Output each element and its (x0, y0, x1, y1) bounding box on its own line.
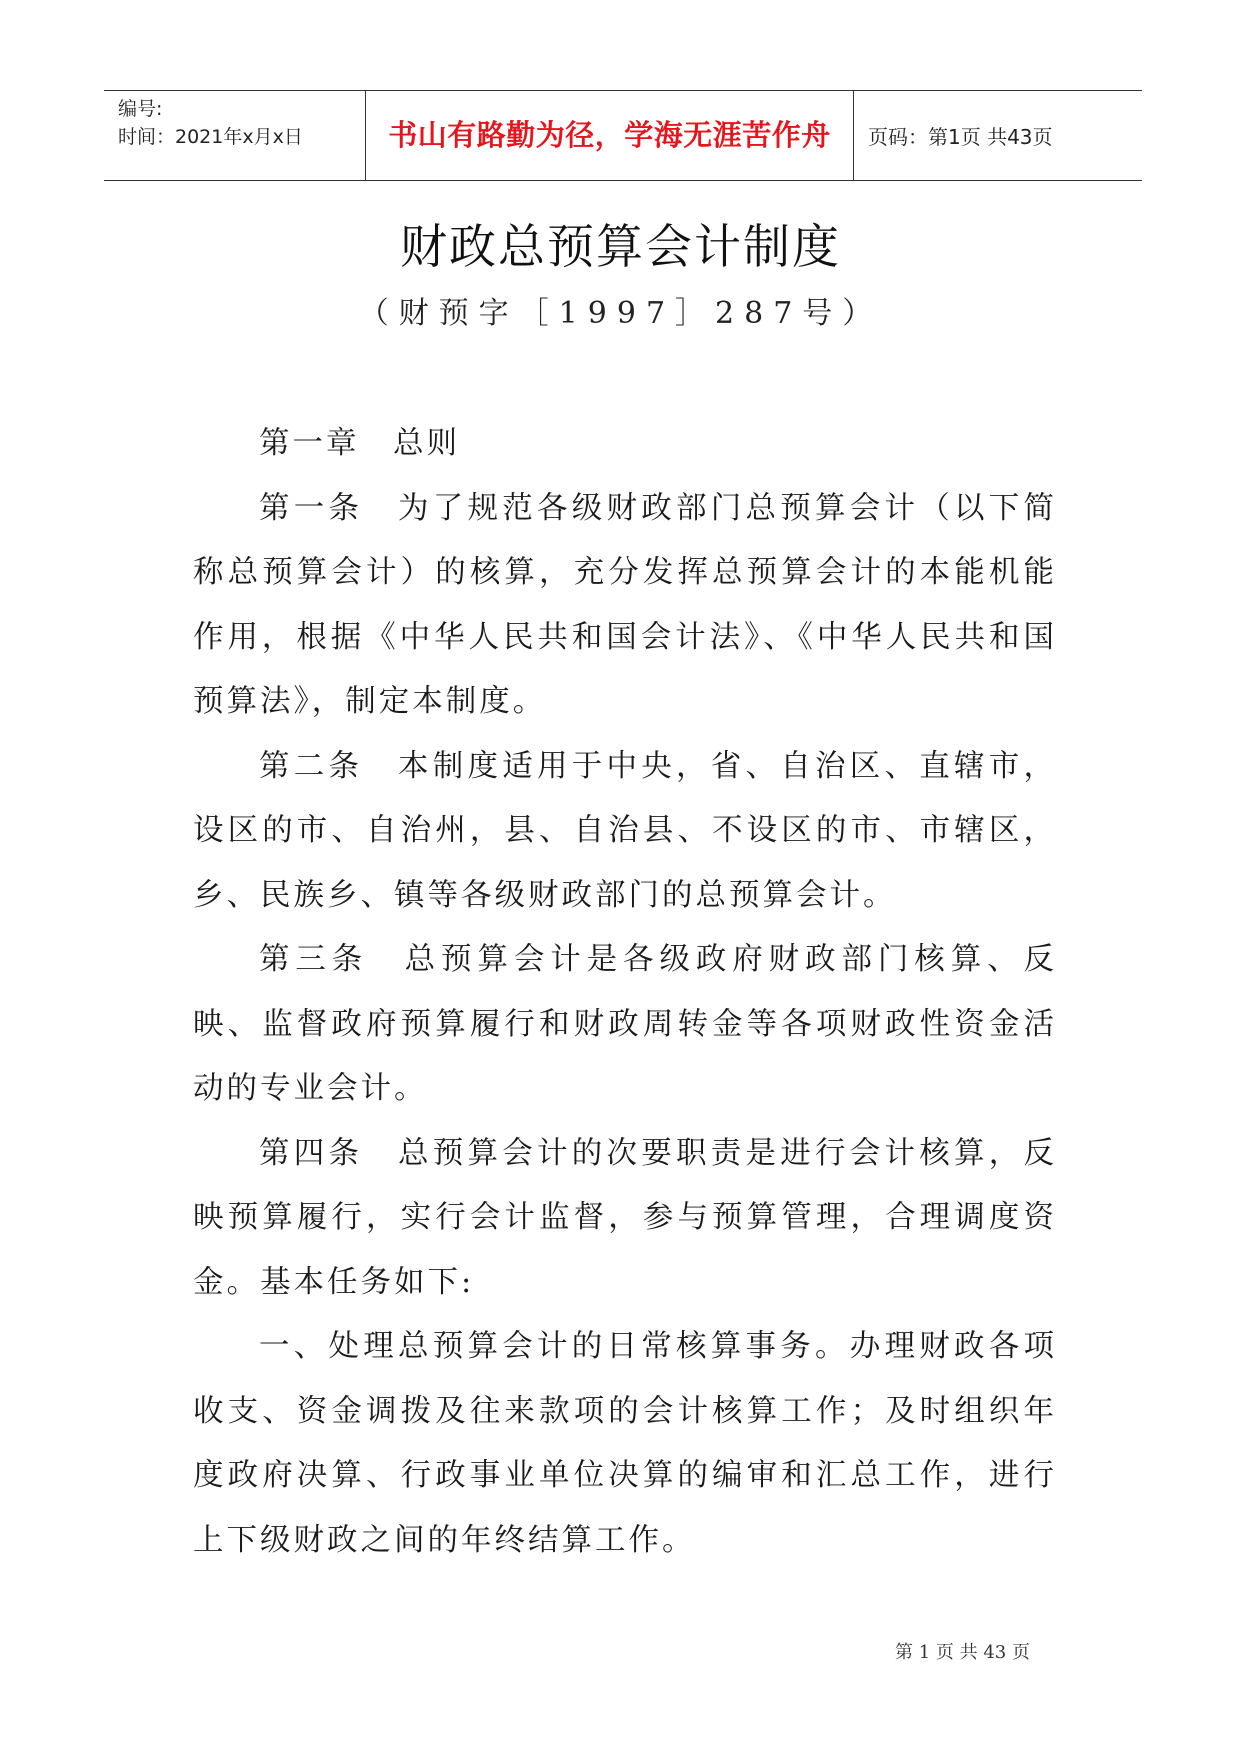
article-4: 第四条 总预算会计的次要职责是进行会计核算，反映预算履行，实行会计监督，参与预算管理，合理调度资金。基本任务如下: (193, 1135, 1057, 1300)
header-meta-cell (104, 91, 366, 180)
header-page-info: 页码：第1页 共43页 (868, 125, 1053, 149)
page-footer (0, 1638, 1241, 1664)
motto-text: 书山有路勤为径，学海无涯苦作舟 (388, 118, 831, 152)
footer-page-number: 第 1 页 共 43 页 (895, 1642, 1030, 1663)
chapter-heading: 第一章 总则 (259, 426, 460, 461)
header-page-cell (854, 91, 1142, 180)
document-body (193, 412, 1057, 1573)
number-label: 编号: (118, 98, 163, 120)
article-1: 第一条 为了规范各级财政部门总预算会计（以下简称总预算会计）的核算，充分发挥总预算会计的本能机能作用，根据《中华人民共和国会计法》、《中华人民共和国预算法》，制定本制度。 (193, 490, 1057, 719)
document-subtitle: （财预字［1997］287号） (358, 296, 883, 331)
page-header (104, 90, 1142, 181)
article-3: 第三条 总预算会计是各级政府财政部门核算、反映、监督政府预算履行和财政周转金等各项财政性资金活动的专业会计。 (193, 942, 1057, 1106)
document-title: 财政总预算会计制度 (400, 220, 841, 275)
time-label: 时间：2021年x月x日 (118, 126, 303, 148)
header-motto-cell (366, 91, 854, 180)
task-item-1: 一、处理总预算会计的日常核算事务。办理财政各项收支、资金调拨及往来款项的会计核算工作；及时组织年度政府决算、行政事业单位决算的编审和汇总工作，进行上下级财政之间的年终结算工作。 (193, 1329, 1057, 1558)
article-2: 第二条 本制度适用于中央，省、自治区、直辖市，设区的市、自治州，县、自治县、不设区的市、市辖区，乡、民族乡、镇等各级财政部门的总预算会计。 (193, 748, 1057, 913)
